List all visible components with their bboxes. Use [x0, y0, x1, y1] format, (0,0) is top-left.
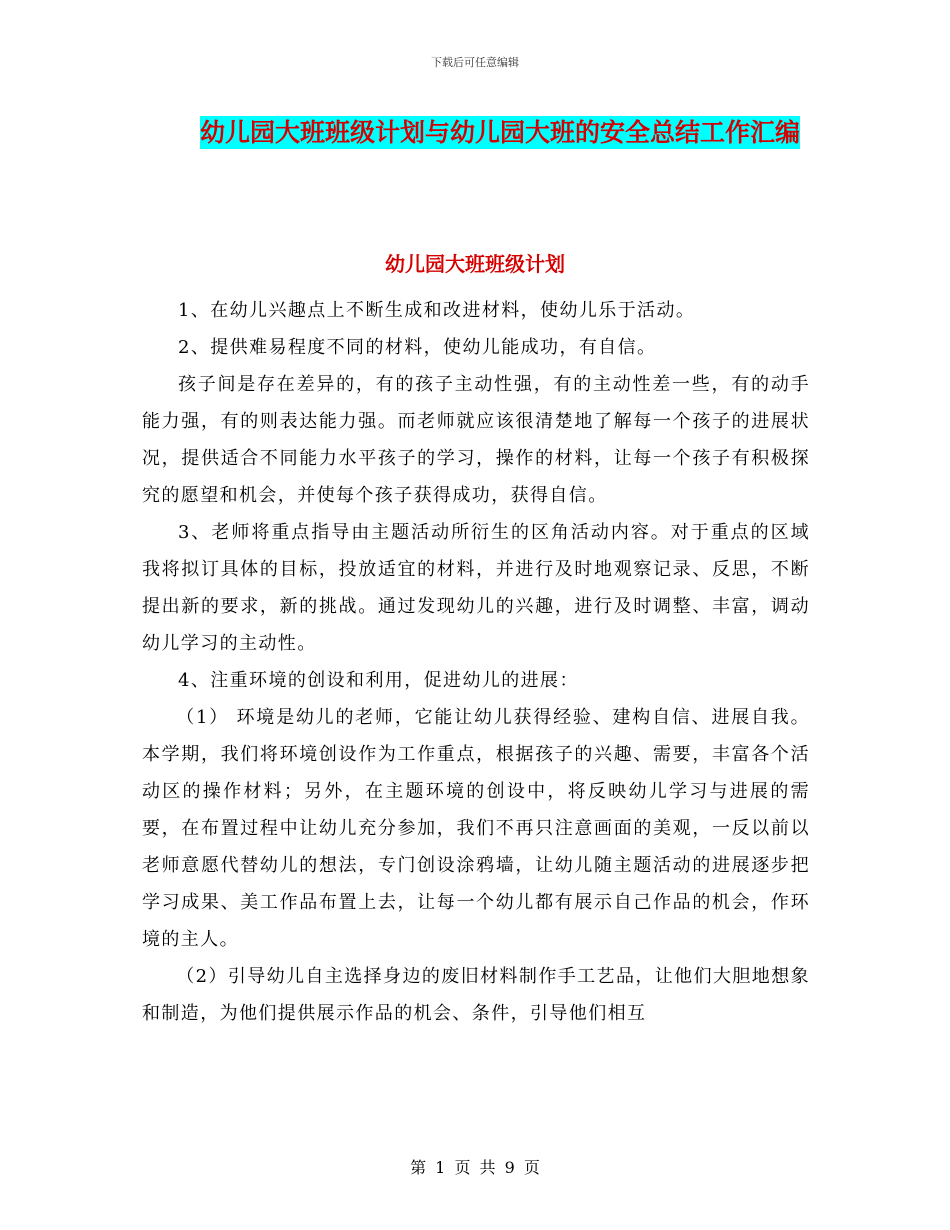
document-title-text: 幼儿园大班班级计划与幼儿园大班的安全总结工作汇编 [199, 118, 800, 147]
section-title: 幼儿园大班班级计划 [385, 252, 565, 276]
page-footer: 第 1 页 共 9 页 [410, 1158, 540, 1177]
paragraph-item-3: 3、老师将重点指导由主题活动所衍生的区角活动内容。对于重点的区域我将拟订具体的目标，投放适宜的材料，并进行及时地观察记录、反思，不断提出新的要求，新的挑战。通过发现幼儿的兴趣，进行及时调整、丰富，调动幼儿学习的主动性。 [142, 522, 810, 654]
paragraph-subitem-1: （1） 环境是幼儿的老师，它能让幼儿获得经验、建构自信、进展自我。本学期，我们将环境创设作为工作重点，根据孩子的兴趣、需要，丰富各个活动区的操作材料；另外，在主题环境的创设中，将反映幼儿学习与进展的需要，在布置过程中让幼儿充分参加，我们不再只注意画面的美观，一反以前以老师意愿代替幼儿的想法，专门创设涂鸦墙，让幼儿随主题活动的进展逐步把学习成果、美工作品布置上去，让每一个幼儿都有展示自己作品的机会，作环境的主人。 [142, 707, 810, 950]
paragraph-children-differences: 孩子间是存在差异的，有的孩子主动性强，有的主动性差一些，有的动手能力强，有的则表达能力强。而老师就应该很清楚地了解每一个孩子的进展状况，提供适合不同能力水平孩子的学习，操作的材料，让每一个孩子有积极探究的愿望和机会，并使每个孩子获得成功，获得自信。 [142, 374, 810, 506]
paragraph-item-2: 2、提供难易程度不同的材料，使幼儿能成功，有自信。 [178, 337, 657, 358]
paragraph-subitem-2: （2）引导幼儿自主选择身边的废旧材料制作手工艺品，让他们大胆地想象和制造，为他们提供展示作品的机会、条件，引导他们相互 [142, 966, 810, 1024]
document-title [190, 110, 810, 156]
paragraph-item-4: 4、注重环境的创设和利用，促进幼儿的进展： [178, 670, 579, 691]
paragraph-item-1: 1、在幼儿兴趣点上不断生成和改进材料，使幼儿乐于活动。 [178, 300, 696, 321]
document-body [142, 292, 810, 1032]
page-header-note: 下载后可任意编辑 [431, 56, 519, 69]
